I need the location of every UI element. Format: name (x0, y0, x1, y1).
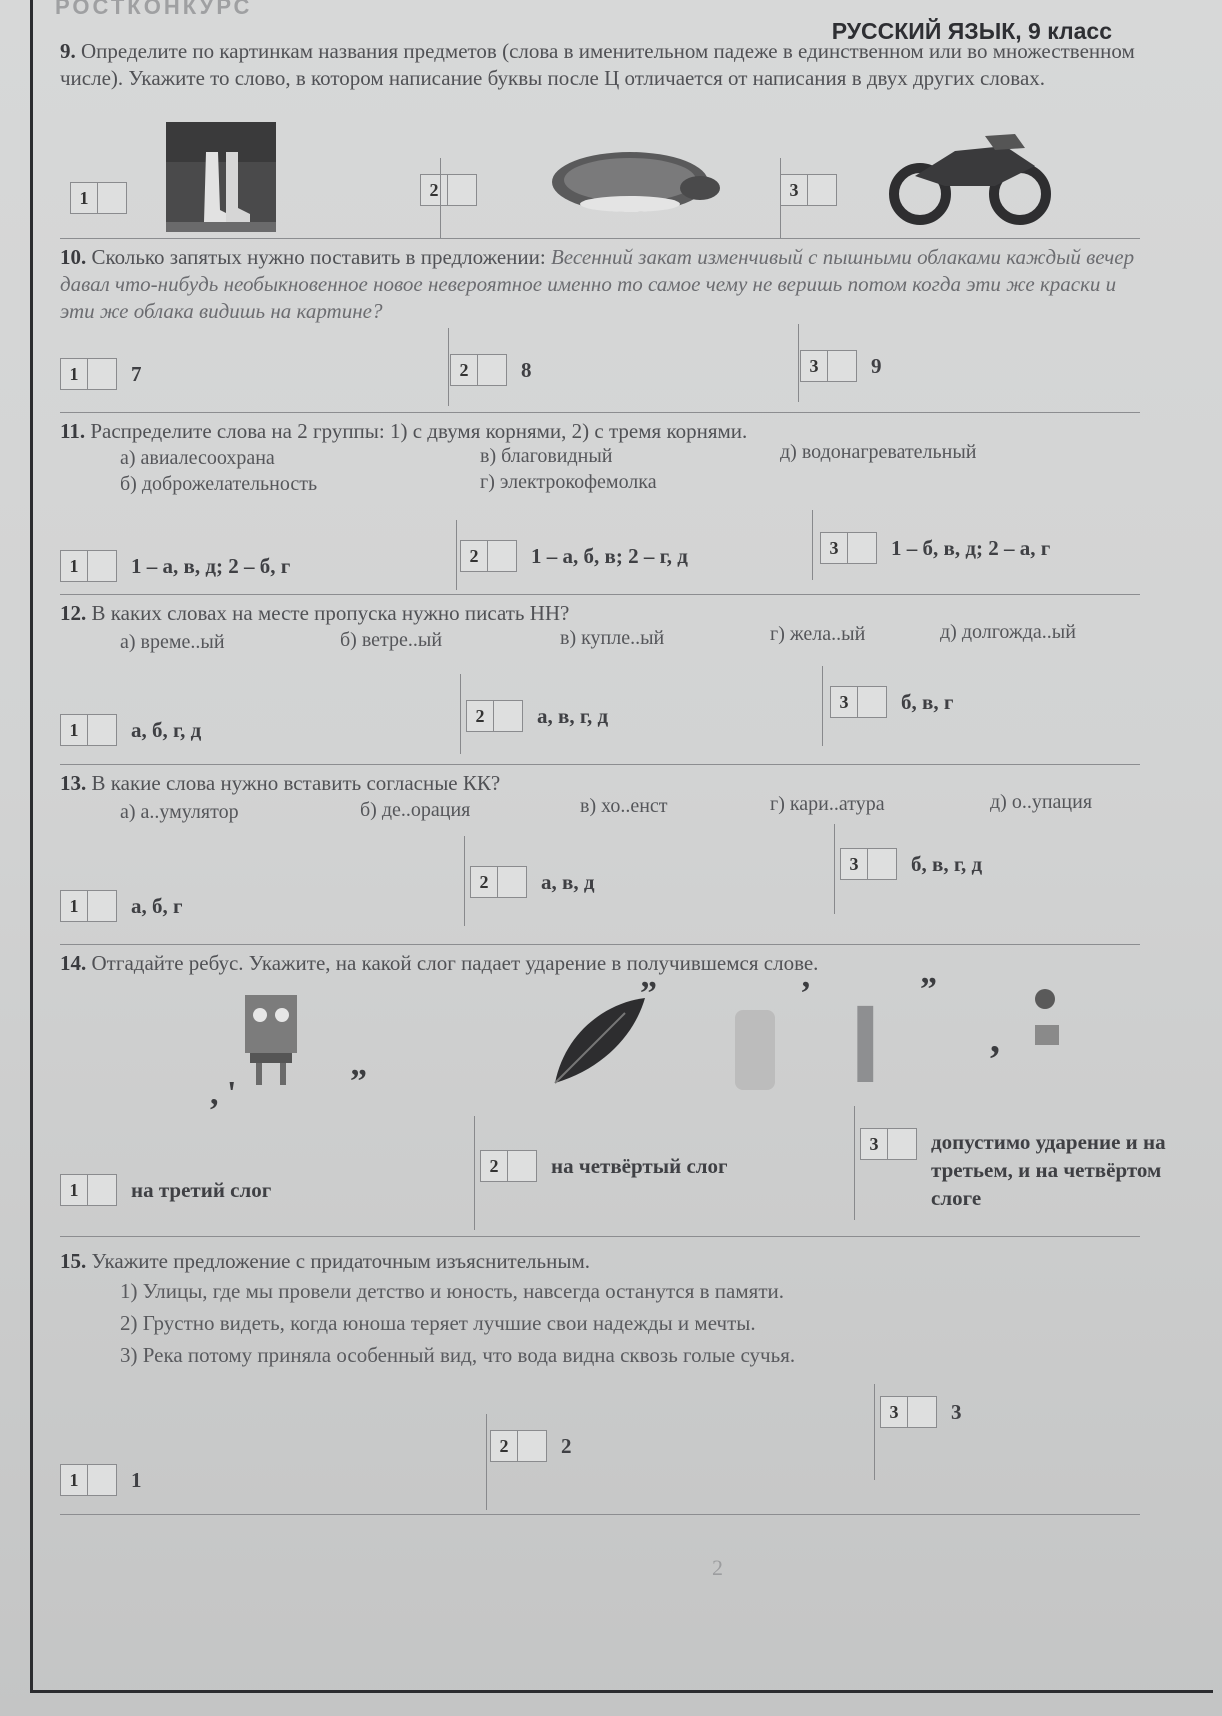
answer-text: 1 – а, в, д; 2 – б, г (131, 553, 291, 578)
subject-title: РУССКИЙ ЯЗЫК, 9 класс (831, 18, 1112, 44)
option-b: б) де..орация (360, 799, 471, 821)
question-number: 14. (60, 951, 87, 975)
answer-text: 1 (131, 1467, 142, 1492)
option-3: 3) Река потому приняла особенный вид, что вода видна сквозь голые сучья. (120, 1343, 796, 1367)
question-text: В каких словах на месте пропуска нужно писать НН? (91, 601, 570, 625)
answer-text: б, в, г, д (911, 851, 983, 876)
answer-checkbox[interactable]: 3 (780, 174, 837, 206)
answer-checkbox[interactable]: 2 (470, 866, 527, 898)
answer-text: 9 (871, 353, 882, 378)
answer-text: 8 (521, 357, 532, 382)
question-13 (60, 770, 1150, 853)
option-g: г) электрокофемолка (480, 471, 657, 493)
option-a: а) а..умулятор (120, 801, 239, 823)
answer-option-2[interactable] (466, 700, 608, 732)
answer-checkbox[interactable]: 2 (460, 540, 517, 572)
question-options (60, 1275, 1150, 1371)
answer-option-3[interactable] (830, 686, 953, 718)
answer-checkbox[interactable]: 3 (820, 532, 877, 564)
answer-checkbox[interactable]: 1 (60, 358, 117, 390)
question-text: Укажите предложение с придаточным изъяснительным. (91, 1249, 590, 1273)
answer-checkbox[interactable]: 1 (60, 890, 117, 922)
question-9-answers (60, 118, 1222, 238)
answer-checkbox[interactable]: 3 (840, 848, 897, 880)
rebus-area (200, 971, 1160, 1115)
answer-text: на четвёртый слог (551, 1153, 728, 1178)
option-b: б) доброжелательность (120, 473, 318, 495)
question-number: 11. (60, 419, 86, 443)
answer-text: 1 – б, в, д; 2 – а, г (891, 535, 1051, 560)
answer-checkbox[interactable]: 1 (60, 1464, 117, 1496)
answer-text: а, в, г, д (537, 703, 609, 728)
question-options (60, 441, 1150, 501)
answer-checkbox[interactable]: 1 (70, 182, 127, 214)
comma-mark: ” (920, 971, 937, 1008)
answer-text: на третий слог (131, 1177, 272, 1202)
option-v: в) хо..енст (580, 795, 668, 817)
answer-option-3[interactable] (880, 1396, 962, 1428)
question-text: В какие слова нужно вставить согласные КК? (91, 771, 501, 795)
answer-checkbox[interactable]: 2 (480, 1150, 537, 1182)
question-15-answers (60, 1400, 1222, 1510)
turtle-picture (540, 140, 730, 220)
answer-option-1[interactable] (60, 714, 201, 746)
question-12-answers (60, 680, 1222, 760)
question-number: 13. (60, 771, 87, 795)
answer-checkbox[interactable]: 1 (60, 714, 117, 746)
answer-option-2[interactable] (480, 1150, 728, 1182)
option-2: 2) Грустно видеть, когда юноша теряет лучшие свои надежды и мечты. (120, 1311, 756, 1335)
question-text: Распределите слова на 2 группы: 1) с двумя корнями, 2) с тремя корнями. (90, 419, 748, 443)
sponge-character-picture (230, 985, 320, 1095)
answer-option-1[interactable] (60, 890, 183, 922)
option-a: а) авиалесоохрана (120, 447, 275, 469)
option-d: д) долгожда..ый (940, 621, 1076, 643)
small-figure-picture (1015, 985, 1095, 1065)
comma-mark: ” (640, 975, 657, 1012)
question-options (60, 621, 1150, 683)
question-number: 12. (60, 601, 87, 625)
answer-option-3[interactable] (860, 1128, 1181, 1212)
answer-checkbox[interactable]: 3 (800, 350, 857, 382)
answer-text: 3 (951, 1399, 962, 1424)
answer-text: б, в, г (901, 689, 954, 714)
answer-checkbox[interactable]: 1 (60, 1174, 117, 1206)
boots-picture (166, 122, 276, 232)
answer-option-3[interactable] (780, 174, 837, 206)
motorcycle-picture (885, 126, 1055, 226)
answer-checkbox[interactable]: 1 (60, 550, 117, 582)
answer-checkbox[interactable]: 2 (420, 174, 477, 206)
question-10-answers (60, 348, 1222, 408)
answer-text: допустимо ударение и на третьем, и на четвёртом слоге (931, 1130, 1166, 1210)
answer-checkbox[interactable]: 2 (466, 700, 523, 732)
question-text: Сколько запятых нужно поставить в предложении: (91, 245, 546, 269)
answer-text: 7 (131, 361, 142, 386)
answer-checkbox[interactable]: 3 (860, 1128, 917, 1160)
question-number: 10. (60, 245, 87, 269)
brand-logo-text: РОСТКОНКУРС (55, 0, 253, 19)
answer-option-1[interactable] (70, 182, 127, 214)
question-number: 15. (60, 1249, 87, 1273)
option-b: б) ветре..ый (340, 629, 443, 651)
question-13-answers (60, 850, 1222, 940)
answer-option-2[interactable] (460, 540, 688, 572)
question-12 (60, 600, 1150, 683)
option-d: д) водонагревательный (780, 441, 977, 463)
question-15 (60, 1248, 1150, 1371)
answer-option-2[interactable] (470, 866, 594, 898)
answer-option-1[interactable] (60, 550, 290, 582)
question-sentence: Весенний закат изменчивый с пышными облаками каждый вечер давал что-нибудь необыкновенное новое невероятное именно то самое чему не веришь потом когда эти же краски и эти же облака видишь на картине? (60, 245, 1135, 323)
question-number: 9. (60, 39, 76, 63)
answer-option-3[interactable] (820, 532, 1050, 564)
answer-text: а, б, г (131, 893, 183, 918)
question-text: Отгадайте ребус. Укажите, на какой слог падает ударение в получившемся слове. (91, 951, 819, 975)
option-g: г) кари..атура (770, 793, 885, 815)
question-11 (60, 418, 1150, 501)
rebus-letter: I (850, 983, 881, 1106)
answer-option-1[interactable] (60, 358, 142, 390)
feather-picture (545, 993, 655, 1093)
comma-mark: ” (350, 1063, 367, 1100)
answer-option-2[interactable] (490, 1430, 572, 1462)
answer-checkbox[interactable]: 3 (830, 686, 887, 718)
answer-option-2[interactable] (450, 354, 532, 386)
question-14-answers (60, 1120, 1222, 1230)
answer-checkbox[interactable]: 2 (450, 354, 507, 386)
answer-checkbox[interactable]: 3 (880, 1396, 937, 1428)
option-g: г) жела..ый (770, 623, 866, 645)
answer-text: 2 (561, 1433, 572, 1458)
faded-object-picture (725, 1000, 785, 1100)
option-a: а) време..ый (120, 631, 225, 653)
question-9 (60, 38, 1150, 92)
option-v: в) благовидный (480, 445, 613, 467)
answer-checkbox[interactable]: 2 (490, 1430, 547, 1462)
page-number: 2 (712, 1555, 723, 1580)
option-1: 1) Улицы, где мы провели детство и юность, навсегда останутся в памяти. (120, 1279, 784, 1303)
answer-option-1[interactable] (60, 1174, 271, 1206)
answer-option-2[interactable] (420, 174, 477, 206)
question-11-answers (60, 520, 1222, 590)
answer-text: а, в, д (541, 869, 595, 894)
question-14 (60, 950, 1150, 977)
answer-text: 1 – а, б, в; 2 – г, д (531, 543, 688, 568)
answer-option-3[interactable] (840, 848, 982, 880)
answer-option-3[interactable] (800, 350, 882, 382)
question-text: Определите по картинкам названия предметов (слова в именительном падеже в единственном или во множественном числе). Укажите то слово, в котором написание буквы после Ц отличается от написания в двух других словах. (60, 39, 1135, 90)
comma-mark: , ' (210, 1075, 237, 1112)
answer-text: а, б, г, д (131, 717, 202, 742)
option-v: в) купле..ый (560, 627, 665, 649)
comma-mark: ’ (800, 975, 812, 1012)
question-options (60, 791, 1150, 853)
option-d: д) о..упация (990, 791, 1093, 813)
question-10 (60, 244, 1150, 325)
comma-mark: , (990, 1016, 1000, 1061)
answer-option-1[interactable] (60, 1464, 142, 1496)
